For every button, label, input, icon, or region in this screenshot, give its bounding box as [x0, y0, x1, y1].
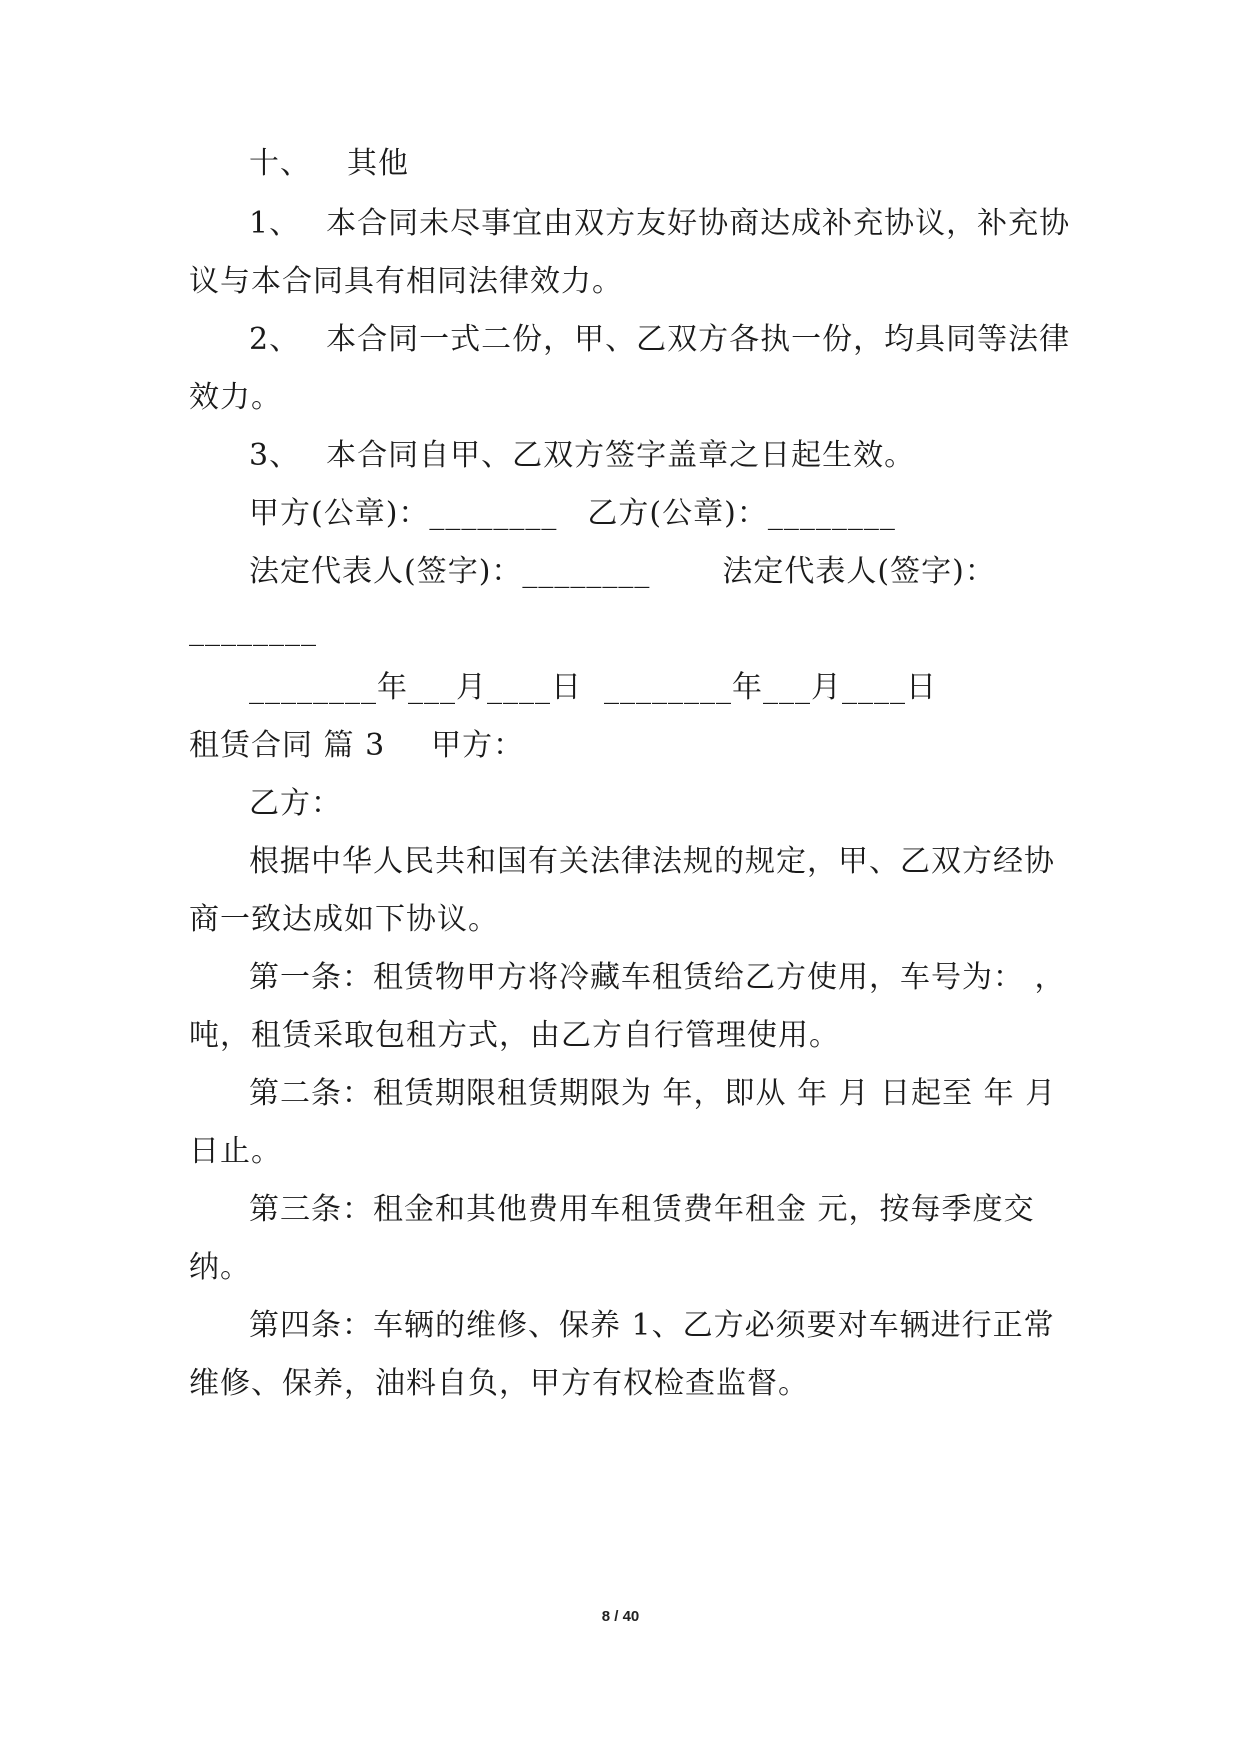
article-4-line-2: 维修、保养，油料自负，甲方有权检查监督。	[189, 1366, 809, 1401]
clause-2-line-1	[249, 320, 1119, 360]
party-b-representative-blank: ________	[189, 612, 317, 647]
clause-2-number: 2、	[249, 322, 301, 357]
article-2-line-2: 日止。	[189, 1134, 282, 1169]
clause-1-text: 本合同未尽事宜由双方友好协商达成补充协议，补充协	[326, 206, 1071, 241]
party-b-seal: 乙方(公章)：________	[587, 496, 896, 531]
date-party-b: ________年___月____日	[604, 670, 937, 705]
article-1-line-2: 吨，租赁采取包租方式，由乙方自行管理使用。	[189, 1018, 840, 1053]
clause-2-text: 本合同一式二份，甲、乙双方各执一份，均具同等法律	[326, 322, 1071, 357]
party-b-representative: 法定代表人(签字)：	[722, 554, 996, 589]
seal-line	[249, 494, 1119, 534]
section-heading	[249, 144, 1119, 184]
section-number: 十、	[249, 146, 311, 181]
intro-line-1: 根据中华人民共和国有关法律法规的规定，甲、乙双方经协	[249, 844, 1055, 879]
clause-1-line-1	[249, 204, 1119, 244]
page-number: 8 / 40	[601, 1608, 640, 1625]
section-title: 其他	[347, 146, 409, 181]
article-2-line-1: 第二条：租赁期限租赁期限为 年，即从 年 月 日起至 年 月	[249, 1076, 1057, 1111]
date-party-a: ________年___月____日	[249, 670, 582, 705]
article-3-line-1: 第三条：租金和其他费用车租赁费年租金 元，按每季度交	[249, 1192, 1035, 1227]
representative-line	[249, 552, 1119, 592]
clause-3-line-1	[249, 436, 1119, 476]
party-a-seal: 甲方(公章)：________	[249, 496, 558, 531]
contract-3-party-a: 甲方：	[431, 728, 525, 763]
contract-3-party-b: 乙方：	[249, 786, 342, 821]
clause-3-text: 本合同自甲、乙双方签字盖章之日起生效。	[326, 438, 916, 473]
clause-1-line-2: 议与本合同具有相同法律效力。	[189, 264, 623, 299]
article-1-line-1: 第一条：租赁物甲方将冷藏车租赁给乙方使用，车号为： ，	[249, 960, 1066, 995]
contract-3-title: 租赁合同 篇 3	[189, 728, 386, 763]
clause-2-line-2: 效力。	[189, 380, 282, 415]
clause-3-number: 3、	[249, 438, 301, 473]
article-4-line-1: 第四条：车辆的维修、保养 1、乙方必须要对车辆进行正常	[249, 1308, 1055, 1343]
intro-line-2: 商一致达成如下协议。	[189, 902, 499, 937]
party-a-representative: 法定代表人(签字)：________	[249, 554, 651, 589]
contract-3-title-line	[189, 726, 1059, 766]
article-3-line-2: 纳。	[189, 1250, 251, 1285]
clause-1-number: 1、	[249, 206, 301, 241]
date-line	[249, 668, 1119, 708]
